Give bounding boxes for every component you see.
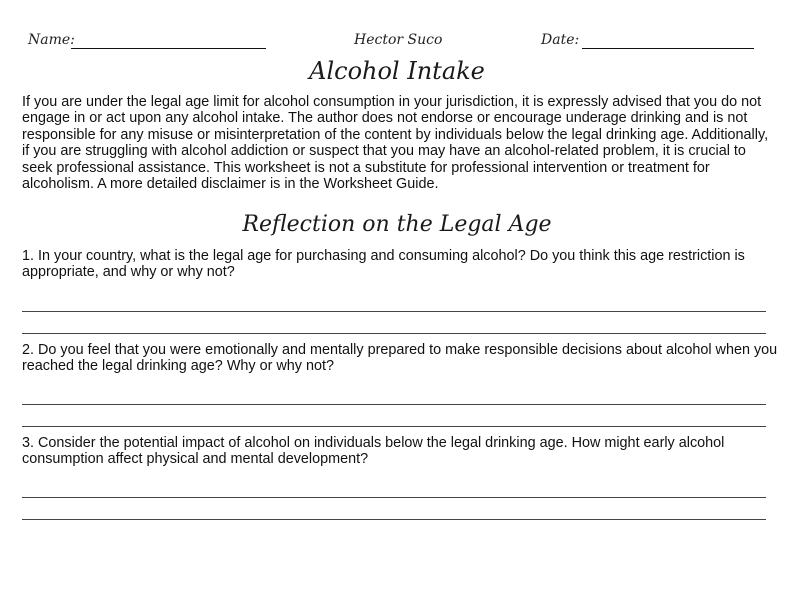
answer-line[interactable] [22, 311, 766, 312]
author-name: Hector Suco [354, 32, 443, 48]
answer-line[interactable] [22, 426, 766, 427]
question-3: 3. Consider the potential impact of alcohol on individuals below the legal drinking age. How might early alcohol consumption affect physical and mental development? [22, 435, 725, 468]
section-title: Reflection on the Legal Age [242, 212, 552, 237]
disclaimer-paragraph: If you are under the legal age limit for alcohol consumption in your jurisdiction, it is expressly advised that you do not engage in or act upon any alcohol intake. The author does not endorse or encourage underage drinking and is not responsible for any misuse or misinterpretation of the content by individuals below the legal drinking age. Additionally, if you are struggling with alcohol addiction or suspect that you may have an alcohol-related problem, it is crucial to seek professional assistance. This worksheet is not a substitute for professional intervention or treatment for alcoholism. A more detailed disclaimer is in the Worksheet Guide. [22, 94, 769, 193]
name-field[interactable] [71, 48, 266, 49]
answer-line[interactable] [22, 333, 766, 334]
name-label: Name: [28, 32, 75, 48]
answer-line[interactable] [22, 404, 766, 405]
answer-line[interactable] [22, 497, 766, 498]
question-2: 2. Do you feel that you were emotionally and mentally prepared to make responsible decisions about alcohol when you reached the legal drinking age? Why or why not? [22, 342, 778, 375]
date-label: Date: [541, 32, 580, 48]
answer-line[interactable] [22, 519, 766, 520]
page-title: Alcohol Intake [309, 57, 485, 85]
question-1: 1. In your country, what is the legal age for purchasing and consuming alcohol? Do you think this age restriction is appropriate, and why or why not? [22, 248, 745, 281]
date-field[interactable] [582, 48, 754, 49]
